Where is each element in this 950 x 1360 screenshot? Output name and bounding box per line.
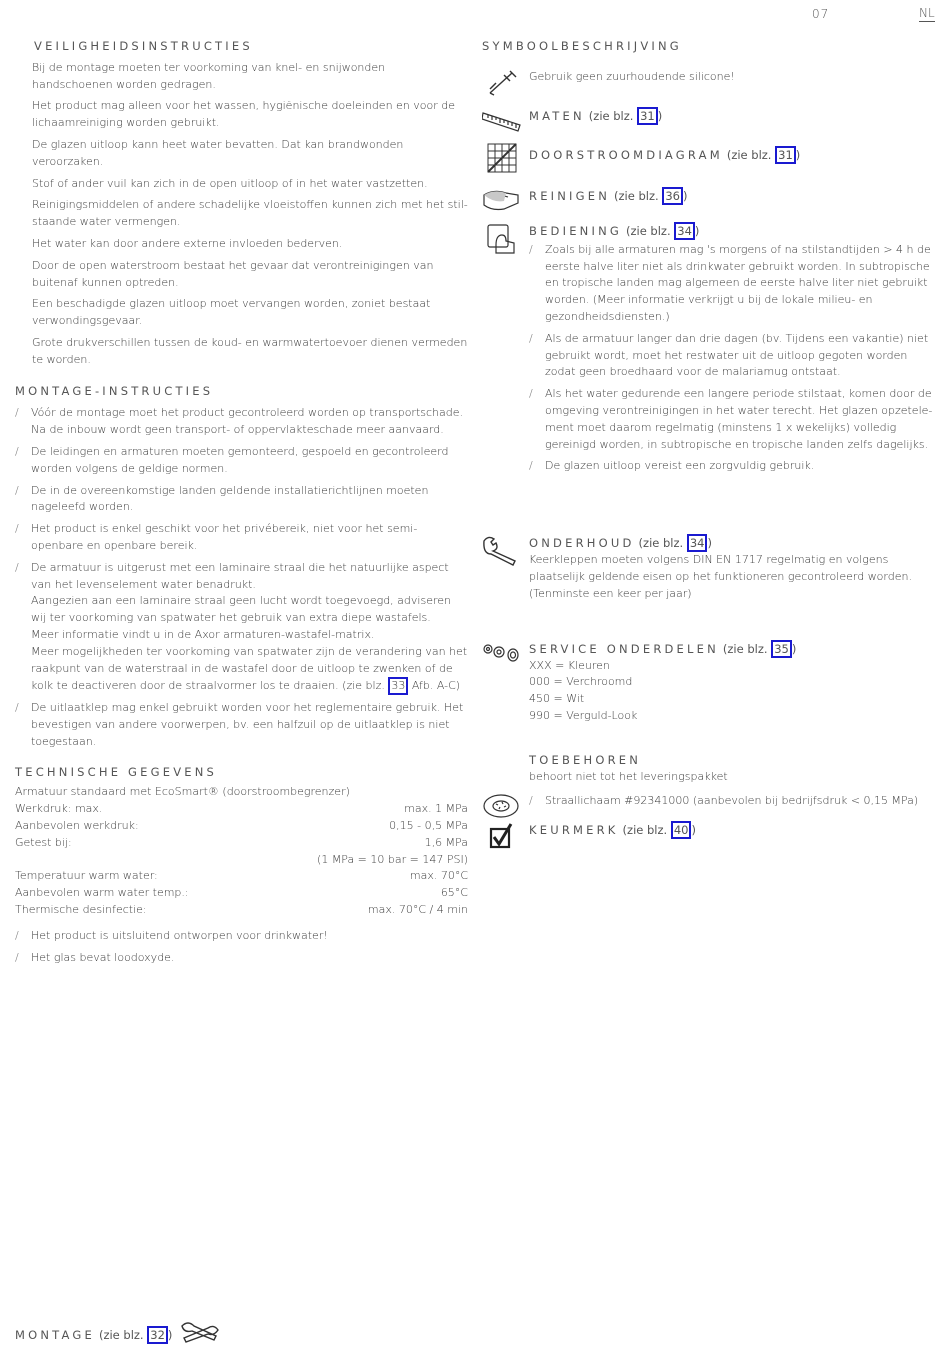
ref-prefix: (zie blz. [588,108,634,123]
toebehoren-subtitle: behoort niet tot het leveringspakket [529,769,728,783]
safety-paragraph: De glazen uitloop kann heet water bevatten. Dat kan brandwonden veroorzaken. [32,137,404,168]
technical-row [15,852,468,869]
list-item: / Zoals bij alle armaturen mag 's morgens of na stilstandtijden > 4 h de eerste halve liter niet als drinkwater gebruikt worden. In subtropische en tropische landen mag algemeen de eerste halve liter niet gebruikt worden. (Meer informatie verkrijgt u bij de lokale milieu- en gezondheidsdiensten.) [529,242,934,326]
service-code: 450 = Wit [529,692,585,706]
technical-row [15,868,468,885]
service-ref [723,642,796,656]
technical-value: 1,6 MPa [424,835,468,849]
technical-value: max. 1 MPa [404,802,468,816]
list-item: / Het product is enkel geschikt voor het privébereik, niet voor het semi-openbare en openbare bereik. [15,521,468,555]
left-column [15,38,468,971]
toebehoren-list [529,793,934,810]
service-label: SERVICE ONDERDELEN [529,641,719,656]
maten-label: MATEN [529,108,585,123]
service-code: 000 = Verchroomd [529,675,633,689]
ref-prefix: (zie blz. [622,823,668,838]
laminar-line: Aangezien aan een laminaire straal geen lucht wordt toegevoegd, adviseren wij ter voorkoming van spatwater het gebruik van extra diepe wastafels. [31,594,451,625]
ref-prefix: (zie blz. [98,1327,144,1342]
mounting-title: MONTAGE-INSTRUCTIES [15,383,214,398]
keurmerk-title [529,821,934,839]
list-item: / De uitlaatklep mag enkel gebruikt worden voor het reglementaire gebruik. Het bevestigen van andere voorwerpen, bv. een halfzuil op de uitlaatklep is niet toegestaan. [15,700,468,750]
list-item: / Als de armatuur langer dan drie dagen (bv. Tijdens een vakantie) niet gebruikt wordt, moet het restwater uit de uitloop gegoten worden zodat geen broedhaard voor de malariamug ontstaat. [529,331,934,381]
ref-prefix: (zie blz. [638,536,684,551]
doorstroom-title [529,141,934,164]
maten-title [529,103,934,125]
technical-table [15,801,468,919]
maten-ref [589,109,662,123]
bediening-title [529,221,934,240]
safety-paragraph: Reinigingsmiddelen of andere schadelijke vloeistoffen kunnen zich met het stilstaande water vermengen. [32,198,468,229]
checkmark-box-icon [482,821,522,855]
safety-paragraph: Stof of ander vuil kan zich in de open uitloop of in het water vastzetten. [32,176,428,190]
service-code: XXX = Kleuren [529,658,610,672]
laminar-line: / De armatuur is uitgerust met een laminaire straal die het natuurlijke aspect van het levenselement water benadrukt. [31,560,449,591]
technical-label: Thermische desinfectie: [15,903,147,917]
language-tab[interactable]: NL [919,6,935,20]
bediening-ref [626,224,699,238]
doorstroom-page-link[interactable]: 31 [775,146,796,164]
list-item: / De glazen uitloop vereist een zorgvuldig gebruik. [529,458,934,475]
right-column [482,38,934,855]
ref-suffix: ) [795,147,801,162]
safety-title: VEILIGHEIDSINSTRUCTIES [34,39,253,53]
onderhoud-title [529,533,934,552]
footer-label: MONTAGE [15,1327,95,1342]
silicone-gun-icon [482,65,522,99]
laminar-text: Meer mogelijkheden ter voorkoming van spatwater zijn de verandering van het raakpunt van de waterstraal in de wastafel door de uitloop te zwenken of de kolk te deactiveren door de straalvormer los te draaien. (zie blz. [31,644,468,693]
ref-prefix: (zie blz. [625,223,671,238]
keurmerk-ref [623,823,696,837]
footer-ref [99,1328,172,1342]
ref-prefix: (zie blz. [722,641,768,656]
safety-paragraph: Het water kan door andere externe invloeden bederven. [32,236,343,250]
reinigen-label: REINIGEN [529,188,611,203]
technical-intro: Armatuur standaard met EcoSmart® (doorstroombegrenzer) [15,785,350,799]
safety-paragraph: Bij de montage moeten ter voorkoming van knel- en snijwonden handschoenen worden gedragen. [32,60,386,91]
symbol-reinigen [482,181,934,221]
technical-value: 65°C [440,886,468,900]
ref-suffix: ) [682,188,688,203]
footer-montage [15,1320,220,1350]
ref-suffix: ) [791,641,797,656]
operation-hand-icon [482,221,522,255]
ref-prefix: (zie blz. [614,188,659,203]
footer-page-link[interactable]: 32 [147,1326,168,1344]
doorstroom-ref [727,148,800,162]
technical-row [15,902,468,919]
page-number: 07 [812,7,830,21]
toebehoren-block [529,752,934,786]
page-ref-link[interactable]: 33 [388,677,408,695]
keurmerk-page-link[interactable]: 40 [671,821,692,839]
service-title [529,639,934,658]
toebehoren-item-row [482,793,934,819]
flow-diagram-icon [482,141,522,175]
wrench-icon [482,533,522,567]
reinigen-title [529,181,934,205]
ref-suffix: ) [167,1327,173,1342]
safety-paragraph: Grote drukverschillen tussen de koud- en warmwatertoevoer dienen vermeden te worden. [32,335,468,366]
technical-note: / Het product is uitsluitend ontworpen voor drinkwater! [15,928,468,945]
ref-suffix: ) [657,108,663,123]
symbol-service [482,639,934,658]
mounting-list [15,405,468,750]
symbol-doorstroom [482,141,934,181]
safety-paragraph: Door de open waterstroom bestaat het gevaar dat verontreinigingen van buitenaf kunnen optreden. [32,258,434,289]
onderhoud-text: Keerkleppen moeten volgens DIN EN 1717 regelmatig en volgens plaatselijk geldende eisen op het funktioneren gecontroleerd worden. (Tenminste een keer per jaar) [529,553,912,600]
technical-row [15,835,468,852]
technical-label: Getest bij: [15,835,72,849]
silicone-text: Gebruik geen zuurhoudende silicone! [529,69,735,83]
onderhoud-page-link[interactable]: 34 [687,534,708,552]
symbol-silicone [482,65,934,99]
cleaning-hand-icon [482,181,522,215]
footer-title [15,1326,172,1344]
technical-notes [15,928,468,967]
laminar-line: Meer informatie vindt u in de Axor armaturen-wastafel-matrix. [31,627,375,641]
toebehoren-title: TOEBEHOREN [529,752,642,767]
symbol-maten [482,103,934,141]
technical-value: max. 70°C [409,869,468,883]
tools-icon [172,1320,220,1350]
ref-suffix: ) [707,536,712,551]
bediening-list [529,242,934,475]
technical-value: max. 70°C / 4 min [367,903,468,917]
aerator-icon [482,789,522,823]
technical-label: Aanbevolen werkdruk: [15,819,139,833]
ref-prefix: (zie blz. [726,147,772,162]
service-codes [529,658,934,725]
technical-label: Werkdruk: max. [15,802,103,816]
symbol-onderhoud [482,533,934,552]
technical-value: (1 MPa = 10 bar = 147 PSI) [317,852,468,866]
service-page-link[interactable]: 35 [771,640,792,658]
ref-suffix: ) [694,223,700,238]
list-item: / Vóór de montage moet het product gecontroleerd worden op transportschade. Na de inbouw wordt geen transport- of oppervlakteschade meer aanvaard. [15,405,468,439]
technical-value: 0,15 - 0,5 MPa [389,819,468,833]
list-item: / Als het water gedurende een langere periode stilstaat, komen door de omgeving verontreinigingen in het water terecht. Het glazen opzetelement moet daarom regelmatig (minstens 1 x wekelijks) volledig gereinigd worden, in subtropische en tropische landen zelfs dagelijks. [529,386,934,453]
technical-label: Temperatuur warm water: [15,869,158,883]
technical-note: / Het glas bevat loodoxyde. [15,950,468,967]
safety-paragraph: Een beschadigde glazen uitloop moet vervangen worden, zoniet bestaat verwondingsgevaar. [32,297,431,328]
reinigen-ref [614,189,687,203]
ruler-icon [482,103,522,137]
technical-title: TECHNISCHE GEGEVENS [15,764,218,779]
list-item: / Straallichaam #92341000 (aanbevolen bij bedrijfsdruk < 0,15 MPa) [529,793,934,810]
symbol-keurmerk [482,821,934,855]
service-code: 990 = Verguld-Look [529,708,638,722]
laminar-line-last [31,644,468,696]
list-item: / De in de overeenkomstige landen geldende installatierichtlijnen moeten nageleefd worden. [15,483,468,517]
list-item: / De leidingen en armaturen moeten gemonteerd, gespoeld en gecontroleerd worden volgens de geldige normen. [15,444,468,478]
technical-row [15,818,468,835]
ref-suffix: ) [691,823,696,838]
symbol-bediening [482,221,934,475]
spare-parts-icon [482,639,522,673]
maten-page-link[interactable]: 31 [637,107,658,125]
laminar-text-end: Afb. A-C) [411,679,461,693]
safety-paragraphs [15,60,468,369]
keurmerk-label: KEURMERK [529,823,619,838]
symbols-title: SYMBOOLBESCHRIJVING [482,39,682,53]
onderhoud-ref [639,536,712,550]
list-item-laminar [15,560,468,696]
safety-paragraph: Het product mag alleen voor het wassen, hygiënische doeleinden en voor de lichaamreiniging worden gebruikt. [32,99,456,130]
onderhoud-label: ONDERHOUD [529,536,635,551]
technical-row [15,885,468,902]
technical-label: Aanbevolen warm water temp.: [15,886,189,900]
reinigen-page-link[interactable]: 36 [662,187,683,205]
bediening-label: BEDIENING [529,223,622,238]
bediening-page-link[interactable]: 34 [674,222,695,240]
doorstroom-label: DOORSTROOMDIAGRAM [529,147,723,162]
technical-row [15,801,468,818]
